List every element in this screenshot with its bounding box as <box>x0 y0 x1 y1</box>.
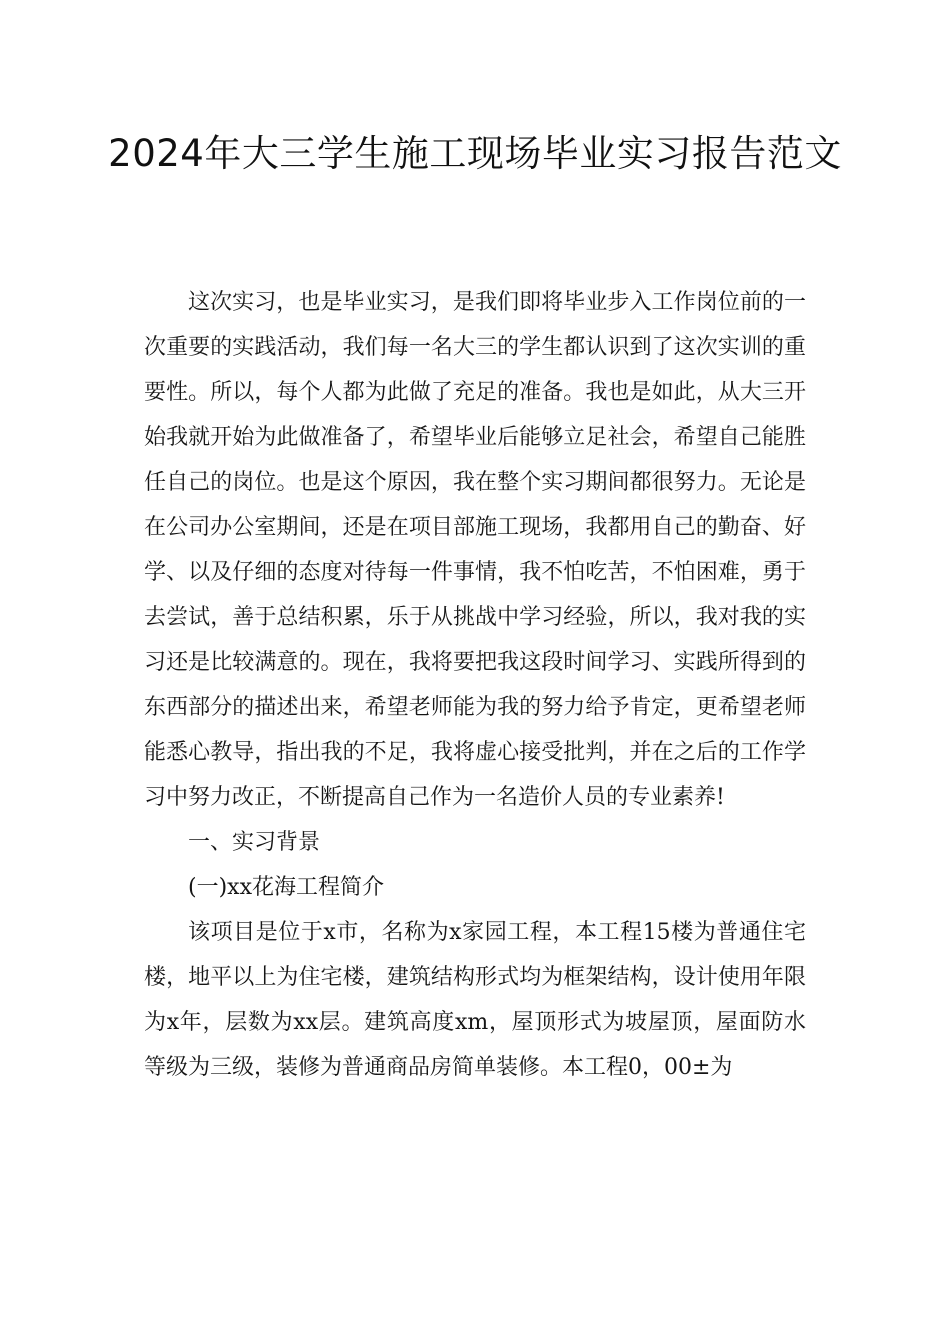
document-title: 2024年大三学生施工现场毕业实习报告范文 <box>108 132 842 175</box>
document-body <box>144 280 806 1090</box>
paragraph-intro: 这次实习，也是毕业实习，是我们即将毕业步入工作岗位前的一次重要的实践活动，我们每一名大三的学生都认识到了这次实训的重要性。所以，每个人都为此做了充足的准备。我也是如此，从大三开始我就开始为此做准备了，希望毕业后能够立足社会，希望自己能胜任自己的岗位。也是这个原因，我在整个实习期间都很努力。无论是在公司办公室期间，还是在项目部施工现场，我都用自己的勤奋、好学、以及仔细的态度对待每一件事情，我不怕吃苦，不怕困难，勇于去尝试，善于总结积累，乐于从挑战中学习经验，所以，我对我的实习还是比较满意的。现在，我将要把我这段时间学习、实践所得到的东西部分的描述出来，希望老师能为我的努力给予肯定，更希望老师能悉心教导，指出我的不足，我将虚心接受批判，并在之后的工作学习中努力改正，不断提高自己作为一名造价人员的专业素养! <box>144 290 806 810</box>
section-heading-background: 一、实习背景 <box>188 830 321 855</box>
paragraph-project-description: 该项目是位于x市，名称为x家园工程，本工程15楼为普通住宅楼，地平以上为住宅楼，建筑结构形式均为框架结构，设计使用年限为x年，层数为xx层。建筑高度xm，屋顶形式为坡屋顶，屋面防水等级为三级，装修为普通商品房简单装修。本工程0，00±为 <box>144 920 806 1080</box>
subsection-heading-project-intro: (一)xx花海工程简介 <box>188 875 384 900</box>
